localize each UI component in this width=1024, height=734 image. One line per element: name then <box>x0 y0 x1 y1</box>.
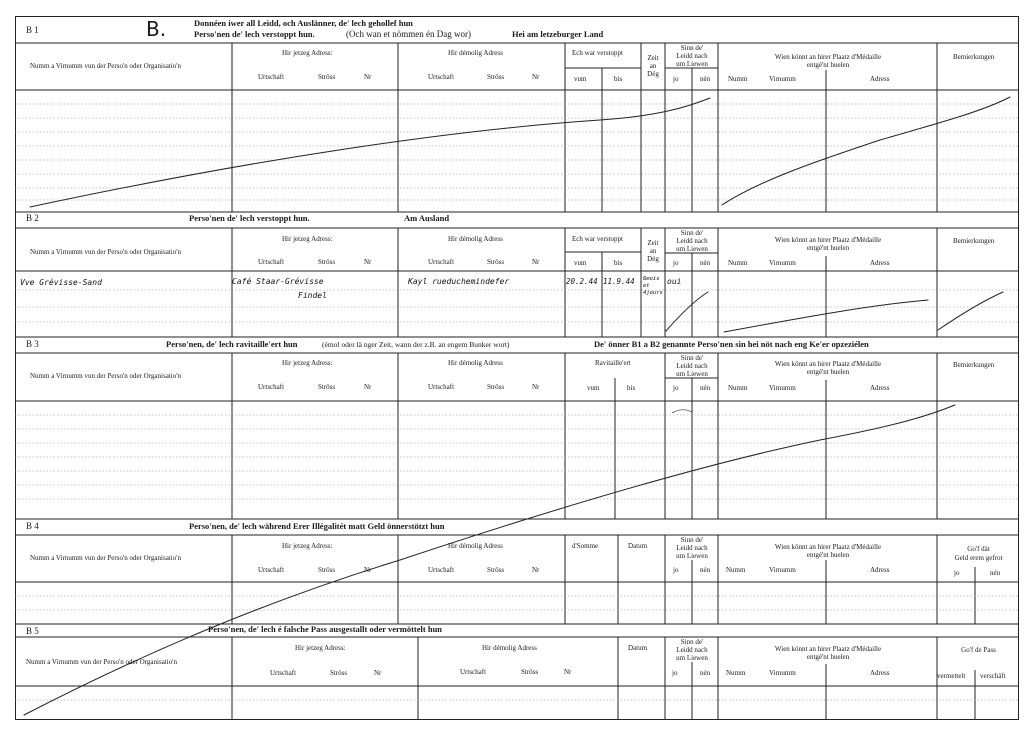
b2-from: vum <box>574 259 587 267</box>
b2-time-l1: Zeit <box>647 239 659 247</box>
b2-entry-name: Vve Grévisse-Sand <box>20 278 102 287</box>
b3-old-address-header: Hir démolig Adress <box>448 359 503 367</box>
b3-medal-l2: entgé'nt huelen <box>806 368 850 376</box>
b2-current-address-header: Hir jetzeg Adress: <box>282 235 333 243</box>
b5-current-nr: Nr <box>374 669 382 677</box>
b2-adress: Adress <box>870 259 890 267</box>
b5-sense-l3: um Liewen <box>676 654 708 662</box>
b1-current-address-header: Hir jetzeg Adress: <box>282 49 333 57</box>
b4-old-street: Ströss <box>487 566 505 574</box>
b1-time-l1: Zeit <box>647 54 659 62</box>
b5-issued: vermettelt <box>937 672 966 680</box>
b3-note2: De' önner B1 a B2 genannte Perso'nen sin hei nöt nach eng Ke'er opzeziélen <box>594 339 869 349</box>
b1-medal-l1: Wien könnt an hirer Plaatz d'Médaille <box>774 53 882 61</box>
section-code-b1: B 1 <box>26 25 39 35</box>
b3-old-street: Ströss <box>487 383 505 391</box>
b3-old-nr: Nr <box>532 383 540 391</box>
b2-old-nr: Nr <box>532 258 540 266</box>
section-code-b4: B 4 <box>26 521 39 531</box>
b1-remarks: Bemierkungen <box>953 53 995 61</box>
b4-current-street: Ströss <box>318 566 336 574</box>
b1-numm: Numm <box>728 75 748 83</box>
b1-no: nén <box>700 75 711 83</box>
form-frame <box>15 16 1019 720</box>
b1-current-street: Ströss <box>318 73 336 81</box>
b5-current-address-header: Hir jetzeg Adress: <box>295 644 346 652</box>
b1-yes: jo <box>673 75 679 83</box>
b4-no: nén <box>700 566 711 574</box>
b3-current-town: Urtschaft <box>258 383 285 391</box>
b3-current-nr: Nr <box>364 383 372 391</box>
b3-medal-l1: Wien könnt an hirer Plaatz d'Médaille <box>774 360 882 368</box>
form-title-line2b: (Och wan et nömmen én Dag wor) <box>346 29 471 39</box>
b1-time-l3: Dég <box>647 70 659 78</box>
form-title-line2c: Hei am letzeburger Land <box>512 29 604 39</box>
b2-sense-l2: Leidd nach <box>676 237 708 245</box>
b5-old-street: Ströss <box>521 668 539 676</box>
b3-old-town: Urtschaft <box>428 383 455 391</box>
b4-money-yes: jo <box>954 569 960 577</box>
b2-time-l3: Dég <box>647 255 659 263</box>
b2-entry-days: 6mois et 4jours <box>643 276 663 297</box>
b1-name-col-header: Numm a Virnumm vun der Perso'n oder Organisatio'n <box>30 62 181 70</box>
b2-sense-l1: Sinn de' <box>680 229 704 237</box>
b4-old-address-header: Hir démolig Adress <box>448 542 503 550</box>
b5-pass-header: Go'f de Pass <box>961 646 996 654</box>
b4-sum-header: d'Somme <box>572 542 599 550</box>
b3-to: bis <box>627 384 636 392</box>
b3-sense-l2: Leidd nach <box>676 362 708 370</box>
b2-entry-old-address: Kayl rueduchemindefer <box>408 277 510 286</box>
section-code-b5: B 5 <box>26 626 39 636</box>
b3-sense-l1: Sinn de' <box>680 354 704 362</box>
b4-numm: Numm <box>726 566 746 574</box>
b4-old-nr: Nr <box>532 566 540 574</box>
b2-entry-current-town2: Findel <box>298 291 327 300</box>
b5-no: nén <box>700 669 711 677</box>
b1-sense-l1: Sinn de' <box>680 44 704 52</box>
b2-time-l2: an <box>649 247 657 255</box>
b1-to: bis <box>614 75 623 83</box>
b1-current-nr: Nr <box>364 73 372 81</box>
b4-name-col-header: Numm a Virnumm vun der Perso'n oder Organisatio'n <box>30 554 181 562</box>
b2-current-nr: Nr <box>364 258 372 266</box>
b5-current-town: Urtschaft <box>270 669 297 677</box>
b5-title: Perso'nen, de' lech é falsche Pass ausgestallt oder vermöttelt hun <box>208 624 443 634</box>
b3-current-address-header: Hir jetzeg Adress: <box>282 359 333 367</box>
b1-old-nr: Nr <box>532 73 540 81</box>
b2-title: Perso'nen de' lech verstoppt hun. <box>189 213 310 223</box>
b1-old-address-header: Hir démolig Adress <box>448 49 503 57</box>
b4-current-nr: Nr <box>364 566 372 574</box>
b4-gave-money-l1: Go'f dät <box>967 545 990 553</box>
b4-gave-money-l2: Geld erem gefrot <box>954 554 1003 562</box>
b4-sense-l1: Sinn de' <box>680 536 704 544</box>
section-code-b2: B 2 <box>26 213 39 223</box>
b3-remarks: Bemierkungen <box>953 361 995 369</box>
b3-from: vum <box>587 384 600 392</box>
b4-sense-l3: um Liewen <box>676 552 708 560</box>
b5-old-address-header: Hir démolig Adress <box>482 644 537 652</box>
b1-from: vum <box>574 75 587 83</box>
b5-yes: jo <box>672 669 678 677</box>
b1-sense-l3: um Liewen <box>676 60 708 68</box>
b2-old-address-header: Hir démolig Adress <box>448 235 503 243</box>
b2-sense-l3: um Liewen <box>676 245 708 253</box>
b5-old-nr: Nr <box>564 668 572 676</box>
b2-entry-to: 11.9.44 <box>603 277 635 286</box>
b4-current-address-header: Hir jetzeg Adress: <box>282 542 333 550</box>
b3-numm: Numm <box>728 384 748 392</box>
b2-remarks: Bemierkungen <box>953 237 995 245</box>
b1-time-l2: an <box>649 62 657 70</box>
b2-current-town: Urtschaft <box>258 258 285 266</box>
b3-virnumm: Virnumm <box>769 384 796 392</box>
b5-sense-l1: Sinn de' <box>680 638 704 646</box>
b2-yes: jo <box>673 259 679 267</box>
b2-subtitle: Am Ausland <box>404 213 450 223</box>
b5-current-street: Ströss <box>330 669 348 677</box>
b5-medal-l1: Wien könnt an hirer Plaatz d'Médaille <box>774 645 882 653</box>
form-title-line2a: Perso'nen de' lech verstoppt hun. <box>194 29 315 39</box>
b5-adress: Adress <box>870 669 890 677</box>
b1-old-town: Urtschaft <box>428 73 455 81</box>
b3-adress: Adress <box>870 384 890 392</box>
b1-sense-l2: Leidd nach <box>676 52 708 60</box>
b3-note: (émol oder lä nger Zeit, wann der z.B. an engem Bunker wort) <box>322 340 510 349</box>
b2-entry-from: 20.2.44 <box>566 277 598 286</box>
b3-title: Perso'nen, de' lech ravitaille'ert hun <box>166 339 298 349</box>
b3-current-street: Ströss <box>318 383 336 391</box>
section-code-b3: B 3 <box>26 339 39 349</box>
b2-numm: Numm <box>728 259 748 267</box>
b3-no: nén <box>700 384 711 392</box>
b5-name-col-header: Numm a Virnumm vun der Perso'n oder Organisatio'n <box>26 658 177 666</box>
b4-current-town: Urtschaft <box>258 566 285 574</box>
b1-adress: Adress <box>870 75 890 83</box>
b2-hidden-period-header: Ech war verstoppt <box>572 235 623 243</box>
b5-sense-l2: Leidd nach <box>676 646 708 654</box>
b2-old-town: Urtschaft <box>428 258 455 266</box>
form-title-line1: Donnéen iwer all Leidd, och Auslänner, de' lech gehollef hun <box>194 18 413 28</box>
b4-medal-l2: entgé'nt huelen <box>806 551 850 559</box>
b5-date-header: Datum <box>628 644 648 652</box>
b2-current-street: Ströss <box>318 258 336 266</box>
b4-money-no: nén <box>990 569 1001 577</box>
b2-entry-alive-yes: oui <box>667 277 682 286</box>
b2-medal-l1: Wien könnt an hirer Plaatz d'Médaille <box>774 236 882 244</box>
b3-supplied-header: Ravitaille'ert <box>595 359 631 367</box>
b4-title: Perso'nen, de' lech während Erer Illégalitét matt Geld önnerstötzt hun <box>189 521 445 531</box>
b5-old-town: Urtschaft <box>460 668 487 676</box>
b3-name-col-header: Numm a Virnumm vun der Perso'n oder Organisatio'n <box>30 372 181 380</box>
b5-medal-l2: entgé'nt huelen <box>806 653 850 661</box>
b4-sense-l2: Leidd nach <box>676 544 708 552</box>
b2-name-col-header: Numm a Virnumm vun der Perso'n oder Organisatio'n <box>30 248 181 256</box>
b1-old-street: Ströss <box>487 73 505 81</box>
b4-date-header: Datum <box>628 542 648 550</box>
b1-virnumm: Virnumm <box>769 75 796 83</box>
b3-yes: jo <box>673 384 679 392</box>
b2-virnumm: Virnumm <box>769 259 796 267</box>
b1-medal-l2: entgé'nt huelen <box>806 61 850 69</box>
b4-adress: Adress <box>870 566 890 574</box>
form-letter: B. <box>146 17 167 41</box>
b1-current-town: Urtschaft <box>258 73 285 81</box>
b5-virnumm: Virnumm <box>769 669 796 677</box>
b4-virnumm: Virnumm <box>769 566 796 574</box>
b2-old-street: Ströss <box>487 258 505 266</box>
b3-sense-l3: um Liewen <box>676 370 708 378</box>
b2-no: nén <box>700 259 711 267</box>
b2-medal-l2: entgé'nt huelen <box>806 244 850 252</box>
b4-yes: jo <box>673 566 679 574</box>
b1-hidden-period-header: Ech war verstoppt <box>572 49 623 57</box>
b2-entry-current-town: Café Staar-Grévisse <box>232 277 324 286</box>
b4-medal-l1: Wien könnt an hirer Plaatz d'Médaille <box>774 543 882 551</box>
b4-old-town: Urtschaft <box>428 566 455 574</box>
b5-numm: Numm <box>726 669 746 677</box>
b2-to: bis <box>614 259 623 267</box>
b5-made: verschäft <box>980 672 1006 680</box>
